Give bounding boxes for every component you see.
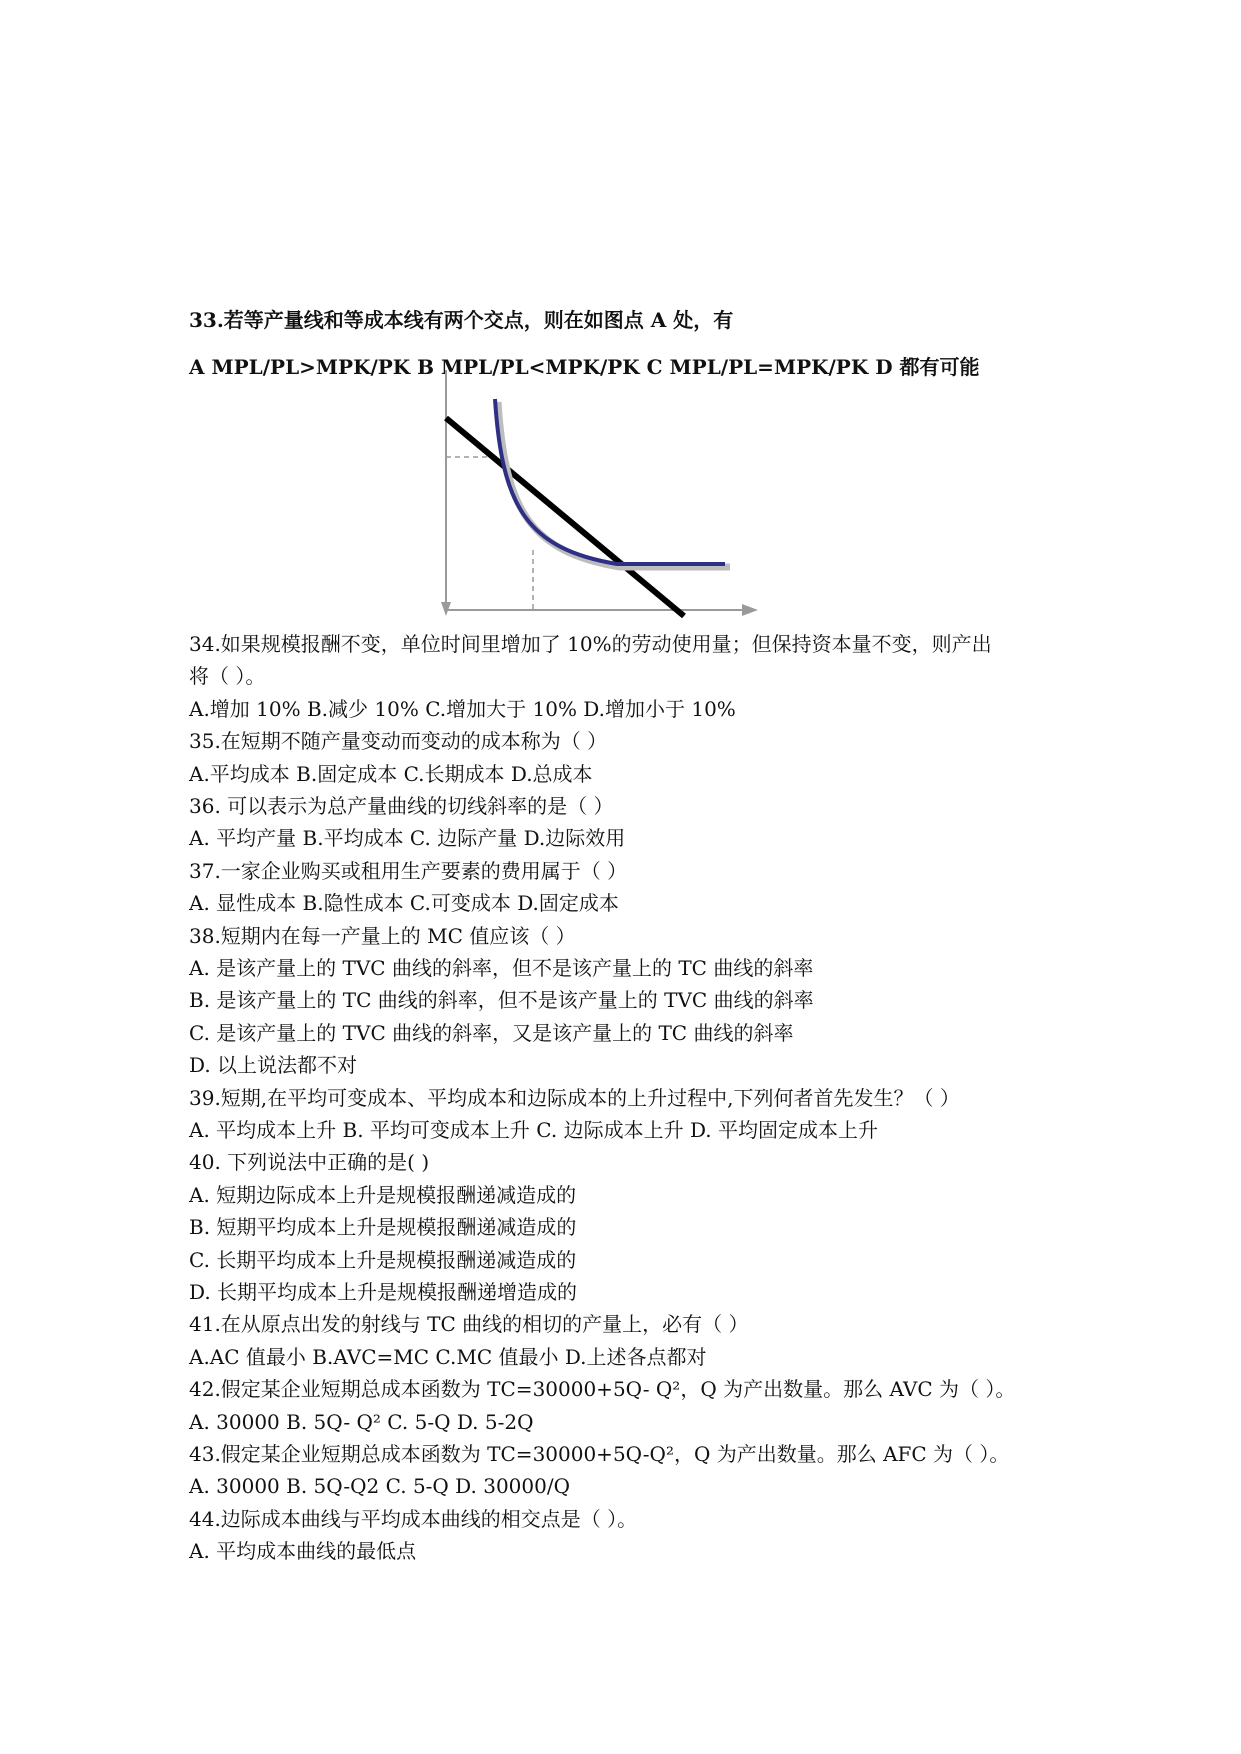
x-axis-arrow — [742, 604, 758, 616]
question-line: 37.一家企业购买或租用生产要素的费用属于（ ） — [189, 859, 628, 883]
question-line: 39.短期,在平均可变成本、平均成本和边际成本的上升过程中,下列何者首先发生？（ ） — [189, 1086, 960, 1110]
question-line: 42.假定某企业短期总成本函数为 TC=30000+5Q- Q²，Q 为产出数量。那么 AVC 为（ ）。 — [189, 1377, 1016, 1401]
question-line: 41.在从原点出发的射线与 TC 曲线的相切的产量上，必有（ ） — [189, 1312, 749, 1336]
question-line: 38.短期内在每一产量上的 MC 值应该（ ） — [189, 924, 576, 948]
question-line: D. 长期平均成本上升是规模报酬递增造成的 — [189, 1280, 578, 1304]
question-line: A.增加 10% B.减少 10% C.增加大于 10% D.增加小于 10% — [189, 697, 736, 721]
question-line: 43.假定某企业短期总成本函数为 TC=30000+5Q-Q²，Q 为产出数量。那么 AFC 为（ ）。 — [189, 1442, 1010, 1466]
question-line: A. 平均成本上升 B. 平均可变成本上升 C. 边际成本上升 D. 平均固定成本上升 — [189, 1118, 878, 1142]
question-line: B. 短期平均成本上升是规模报酬递减造成的 — [189, 1215, 577, 1239]
question-line: A. 平均产量 B.平均成本 C. 边际产量 D.边际效用 — [189, 826, 626, 850]
question-line: A. 30000 B. 5Q-Q2 C. 5-Q D. 30000/Q — [189, 1474, 570, 1498]
question-line: D. 以上说法都不对 — [189, 1053, 358, 1077]
question-line: C. 长期平均成本上升是规模报酬递减造成的 — [189, 1248, 577, 1272]
question-line: A. 显性成本 B.隐性成本 C.可变成本 D.固定成本 — [189, 891, 619, 915]
question-line: 35.在短期不随产量变动而变动的成本称为（ ） — [189, 729, 608, 753]
question-line: 40. 下列说法中正确的是( ) — [189, 1150, 430, 1174]
isoquant-curve — [495, 399, 725, 564]
question-line: A.平均成本 B.固定成本 C.长期成本 D.总成本 — [189, 762, 593, 786]
question-line: 36. 可以表示为总产量曲线的切线斜率的是（ ） — [189, 794, 614, 818]
question-line: 将（ ）。 — [189, 664, 266, 688]
question-line: A. 是该产量上的 TVC 曲线的斜率，但不是该产量上的 TC 曲线的斜率 — [189, 956, 814, 980]
question-33-options: A MPL/PL>MPK/PK B MPL/PL<MPK/PK C MPL/PL=MPK/PK D 都有可能 — [189, 355, 980, 379]
question-line: B. 是该产量上的 TC 曲线的斜率，但不是该产量上的 TVC 曲线的斜率 — [189, 988, 814, 1012]
question-line: 44.边际成本曲线与平均成本曲线的相交点是（ ）。 — [189, 1507, 638, 1531]
question-line: C. 是该产量上的 TVC 曲线的斜率，又是该产量上的 TC 曲线的斜率 — [189, 1021, 794, 1045]
isoquant-curve-shadow — [498, 402, 730, 567]
question-line: A. 平均成本曲线的最低点 — [189, 1539, 417, 1563]
question-line: A.AC 值最小 B.AVC=MC C.MC 值最小 D.上述各点都对 — [189, 1345, 707, 1369]
isoquant-isocost-diagram — [430, 370, 760, 630]
isocost-line — [446, 418, 684, 616]
question-line: 34.如果规模报酬不变，单位时间里增加了 10%的劳动使用量；但保持资本量不变，则产出 — [189, 632, 992, 656]
question-line: A. 短期边际成本上升是规模报酬递减造成的 — [189, 1183, 577, 1207]
question-line: A. 30000 B. 5Q- Q² C. 5-Q D. 5-2Q — [189, 1410, 534, 1434]
question-33-text: 33.若等产量线和等成本线有两个交点，则在如图点 A 处，有 — [189, 308, 734, 332]
